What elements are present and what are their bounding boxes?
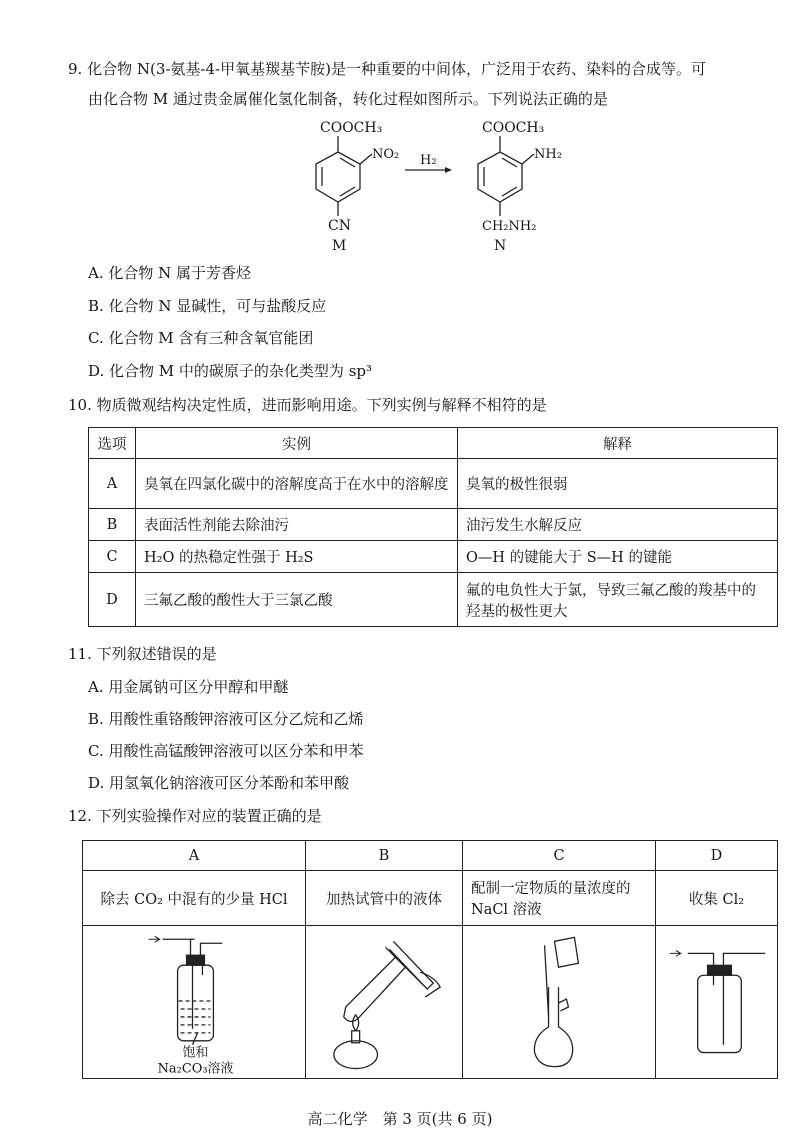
- row-option: B: [89, 509, 136, 541]
- gas-inlet-arrow-icon: [149, 936, 160, 942]
- header-a: A: [83, 841, 306, 871]
- table-row: [89, 541, 778, 573]
- m-cyano-group: CN: [328, 218, 351, 234]
- header-c: C: [463, 841, 656, 871]
- row-example: H₂O 的热稳定性强于 H₂S: [136, 541, 458, 573]
- compound-n-structure: [478, 136, 534, 216]
- m-label: M: [332, 238, 347, 252]
- desc-c: 配制一定物质的量浓度的 NaCl 溶液: [463, 871, 656, 926]
- q11-option-c: C. 用酸性高锰酸钾溶液可以区分苯和甲苯: [88, 742, 364, 760]
- q10-table: [88, 427, 778, 627]
- q9-option-b: B. 化合物 N 显碱性，可与盐酸反应: [88, 297, 327, 315]
- m-nitro-group: NO₂: [372, 147, 400, 162]
- table-row: [89, 573, 778, 627]
- q11-option-d: D. 用氢氧化钠溶液可区分苯酚和苯甲酸: [88, 774, 350, 792]
- q12-table: [82, 840, 778, 1079]
- figure-c-cell: [463, 926, 656, 1079]
- figure-a-label-1: 饱和: [182, 1045, 209, 1061]
- row-example: 三氟乙酸的酸性大于三氯乙酸: [136, 573, 458, 627]
- desc-a: 除去 CO₂ 中混有的少量 HCl: [83, 871, 306, 926]
- q10-stem: 10. 物质微观结构决定性质，进而影响用途。下列实例与解释不相符的是: [68, 396, 547, 414]
- q11-stem: 11. 下列叙述错误的是: [68, 645, 217, 663]
- row-example: 臭氧在四氯化碳中的溶解度高于在水中的溶解度: [136, 459, 458, 509]
- header-explanation: 解释: [458, 428, 778, 459]
- figure-b-cell: [306, 926, 463, 1079]
- q11-option-b: B. 用酸性重铬酸钾溶液可区分乙烷和乙烯: [88, 710, 364, 728]
- n-amino-group: NH₂: [534, 147, 562, 162]
- gas-inlet-arrow-icon: [670, 950, 681, 956]
- n-label: N: [494, 238, 507, 252]
- gas-washing-bottle-figure: [83, 927, 305, 1077]
- row-example: 表面活性剂能去除油污: [136, 509, 458, 541]
- reagent-h2: H₂: [420, 153, 437, 168]
- q9-stem-line1: 9. 化合物 N(3-氨基-4-甲氧基羰基苄胺)是一种重要的中间体，广泛用于农药、染料的合成等。可: [68, 60, 706, 78]
- page-footer: 高二化学 第 3 页(共 6 页): [307, 1110, 493, 1128]
- compound-m-structure: [316, 136, 372, 216]
- header-option: 选项: [89, 428, 136, 459]
- n-aminomethyl-group: CH₂NH₂: [482, 219, 537, 234]
- row-explanation: 氟的电负性大于氯，导致三氟乙酸的羧基中的羟基的极性更大: [458, 573, 778, 627]
- figure-a-cell: [83, 926, 306, 1079]
- q11-option-a: A. 用金属钠可区分甲醇和甲醚: [88, 678, 289, 696]
- q9-stem-line2: 由化合物 M 通过贵金属催化氢化制备，转化过程如图所示。下列说法正确的是: [88, 90, 608, 108]
- header-d: D: [656, 841, 778, 871]
- n-top-group: COOCH₃: [482, 120, 545, 136]
- row-option: C: [89, 541, 136, 573]
- q12-stem: 12. 下列实验操作对应的装置正确的是: [68, 807, 322, 825]
- arrow-head-icon: [445, 167, 452, 173]
- table-header-row: [89, 428, 778, 459]
- q9-option-c: C. 化合物 M 含有三种含氧官能团: [88, 329, 314, 347]
- table-row: [89, 509, 778, 541]
- volumetric-flask-figure: [463, 927, 655, 1077]
- header-example: 实例: [136, 428, 458, 459]
- q9-option-d: D. 化合物 M 中的碳原子的杂化类型为 sp³: [88, 362, 373, 380]
- desc-b: 加热试管中的液体: [306, 871, 463, 926]
- figure-a-label-2: Na₂CO₃溶液: [157, 1061, 234, 1077]
- row-option: D: [89, 573, 136, 627]
- figure-d-cell: [656, 926, 778, 1079]
- desc-d: 收集 Cl₂: [656, 871, 778, 926]
- row-option: A: [89, 459, 136, 509]
- gas-collection-bottle-figure: [656, 927, 777, 1077]
- m-top-group: COOCH₃: [320, 120, 383, 136]
- row-explanation: 油污发生水解反应: [458, 509, 778, 541]
- heating-test-tube-figure: [306, 927, 462, 1077]
- row-explanation: 臭氧的极性很弱: [458, 459, 778, 509]
- q9-reaction-scheme: [280, 112, 580, 252]
- q9-option-a: A. 化合物 N 属于芳香烃: [88, 264, 252, 282]
- table-row: [89, 459, 778, 509]
- row-explanation: O—H 的键能大于 S—H 的键能: [458, 541, 778, 573]
- header-b: B: [306, 841, 463, 871]
